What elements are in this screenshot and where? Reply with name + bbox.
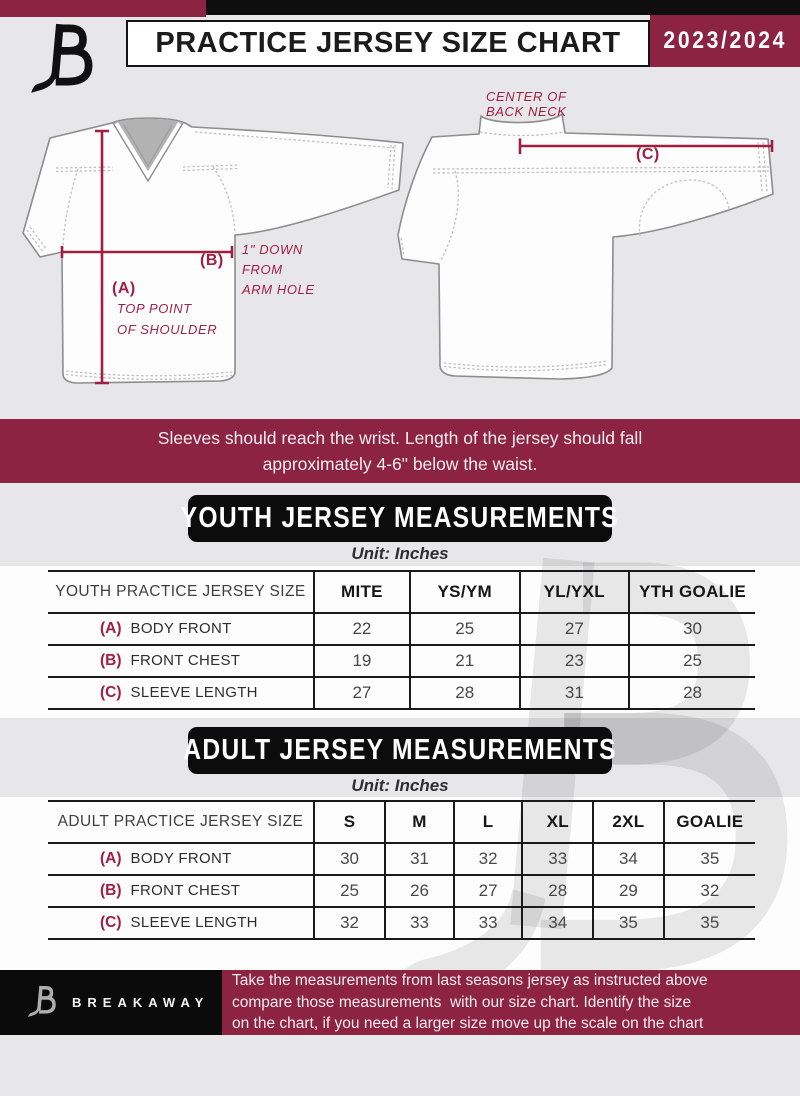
table-cell: 21 bbox=[410, 645, 520, 677]
table-cell: 30 bbox=[629, 613, 755, 645]
adult-header-xl: XL bbox=[522, 801, 593, 843]
notice-line-2: approximately 4-6" below the waist. bbox=[262, 454, 538, 474]
youth-header-mite: MITE bbox=[314, 571, 410, 613]
table-cell: 34 bbox=[522, 907, 593, 939]
footer-brand-panel bbox=[0, 970, 222, 1035]
table-cell: 32 bbox=[314, 907, 385, 939]
youth-header-label: YOUTH PRACTICE JERSEY SIZE bbox=[55, 583, 306, 600]
youth-table-header-row bbox=[48, 571, 755, 613]
center-of-back-neck-label: CENTER OF BACK NECK bbox=[486, 89, 567, 119]
youth-row-front-chest bbox=[48, 645, 755, 677]
row-key: (C) bbox=[100, 914, 122, 931]
adult-section-banner bbox=[183, 727, 617, 774]
row-label: SLEEVE LENGTH bbox=[130, 684, 258, 701]
adult-size-table bbox=[48, 800, 755, 940]
table-cell: 28 bbox=[410, 677, 520, 709]
table-cell: 22 bbox=[314, 613, 410, 645]
back-jersey-outline bbox=[398, 114, 773, 379]
table-cell: 31 bbox=[385, 843, 454, 875]
season-label: 2023/2024 bbox=[663, 27, 787, 54]
measure-key-c: (C) bbox=[636, 146, 660, 163]
table-cell: 31 bbox=[520, 677, 630, 709]
page-title: PRACTICE JERSEY SIZE CHART bbox=[155, 27, 621, 59]
footer-line-1: Take the measurements from last seasons jersey as instructed above bbox=[232, 972, 708, 990]
table-cell: 35 bbox=[664, 843, 755, 875]
notice-line-1: Sleeves should reach the wrist. Length of the jersey should fall bbox=[157, 428, 643, 448]
measure-key-a: (A) bbox=[112, 280, 136, 297]
adult-banner-title: ADULT JERSEY MEASUREMENTS bbox=[183, 734, 617, 766]
adult-row-body-front bbox=[48, 843, 755, 875]
youth-header-ylyxl: YL/YXL bbox=[520, 571, 630, 613]
youth-banner-title: YOUTH JERSEY MEASUREMENTS bbox=[180, 502, 620, 534]
jersey-diagrams bbox=[0, 68, 800, 420]
row-label: FRONT CHEST bbox=[130, 652, 241, 669]
row-label: SLEEVE LENGTH bbox=[130, 914, 258, 931]
table-cell: 23 bbox=[520, 645, 630, 677]
table-cell: 26 bbox=[385, 875, 454, 907]
row-key: (B) bbox=[100, 882, 122, 899]
row-label: BODY FRONT bbox=[130, 850, 232, 867]
season-badge bbox=[650, 15, 800, 67]
table-cell: 28 bbox=[629, 677, 755, 709]
header-black-strip bbox=[206, 0, 800, 15]
table-cell: 30 bbox=[314, 843, 385, 875]
table-cell: 27 bbox=[314, 677, 410, 709]
adult-header-m: M bbox=[385, 801, 454, 843]
footer-instructions-panel bbox=[222, 970, 800, 1035]
table-cell: 33 bbox=[385, 907, 454, 939]
youth-section-banner bbox=[180, 495, 620, 542]
table-cell: 19 bbox=[314, 645, 410, 677]
adult-header-s: S bbox=[314, 801, 385, 843]
table-cell: 27 bbox=[520, 613, 630, 645]
table-cell: 27 bbox=[454, 875, 523, 907]
row-key: (A) bbox=[100, 850, 122, 867]
table-cell: 29 bbox=[593, 875, 664, 907]
table-cell: 35 bbox=[664, 907, 755, 939]
page-title-box bbox=[126, 20, 650, 67]
adult-unit-label: Unit: Inches bbox=[351, 776, 449, 795]
footer-line-3: on the chart, if you need a larger size move up the scale on the chart bbox=[232, 1015, 704, 1033]
youth-row-sleeve-length bbox=[48, 677, 755, 709]
row-key: (A) bbox=[100, 620, 122, 637]
adult-row-front-chest bbox=[48, 875, 755, 907]
youth-unit-label: Unit: Inches bbox=[351, 544, 449, 563]
breakaway-footer-logo bbox=[26, 984, 58, 1022]
table-cell: 32 bbox=[454, 843, 523, 875]
measure-key-b: (B) bbox=[200, 252, 224, 269]
youth-size-table bbox=[48, 570, 755, 710]
row-label: BODY FRONT bbox=[130, 620, 232, 637]
youth-row-body-front bbox=[48, 613, 755, 645]
adult-table-header-row bbox=[48, 801, 755, 843]
table-cell: 33 bbox=[454, 907, 523, 939]
adult-header-goalie: GOALIE bbox=[664, 801, 755, 843]
footer-line-2: compare those measurements with our size chart. Identify the size bbox=[232, 993, 692, 1011]
table-cell: 25 bbox=[629, 645, 755, 677]
youth-header-ysym: YS/YM bbox=[410, 571, 520, 613]
adult-header-label: ADULT PRACTICE JERSEY SIZE bbox=[57, 813, 304, 830]
table-cell: 28 bbox=[522, 875, 593, 907]
table-cell: 32 bbox=[664, 875, 755, 907]
table-cell: 33 bbox=[522, 843, 593, 875]
header-maroon-strip bbox=[0, 0, 206, 17]
adult-header-l: L bbox=[454, 801, 523, 843]
adult-row-sleeve-length bbox=[48, 907, 755, 939]
row-key: (B) bbox=[100, 652, 122, 669]
row-label: FRONT CHEST bbox=[130, 882, 241, 899]
front-jersey-outline bbox=[23, 118, 403, 383]
table-cell: 25 bbox=[314, 875, 385, 907]
arm-hole-label: 1" DOWN FROM ARM HOLE bbox=[242, 242, 315, 297]
brand-name: BREAKAWAY bbox=[72, 995, 210, 1010]
sleeve-notice-banner bbox=[0, 419, 800, 483]
adult-header-2xl: 2XL bbox=[593, 801, 664, 843]
table-cell: 34 bbox=[593, 843, 664, 875]
row-key: (C) bbox=[100, 684, 122, 701]
top-point-of-shoulder-label: TOP POINT OF SHOULDER bbox=[117, 301, 218, 337]
table-cell: 25 bbox=[410, 613, 520, 645]
youth-header-goalie: YTH GOALIE bbox=[629, 571, 755, 613]
table-cell: 35 bbox=[593, 907, 664, 939]
